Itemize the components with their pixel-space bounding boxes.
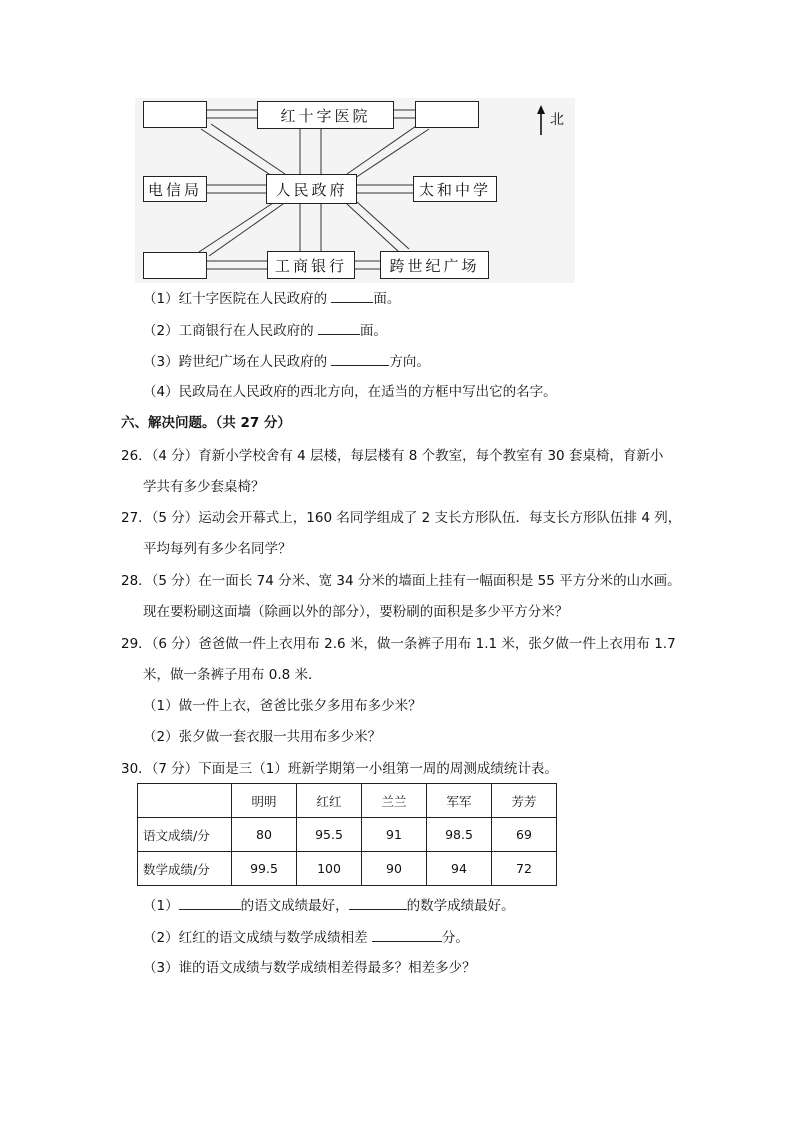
table-cell — [138, 784, 232, 818]
box-telecom-bureau: 电信局 — [143, 176, 207, 202]
row-label-chinese: 语文成绩/分 — [138, 818, 232, 852]
answer-blank[interactable] — [179, 895, 241, 910]
table-header-cell: 芳芳 — [492, 784, 557, 818]
q29-line-1: 29．（6 分）爸爸做一件上衣用布 2.6 米，做一条裤子用布 1.1 米，张夕做一件上衣用布 1.7 — [121, 636, 676, 652]
table-cell: 69 — [492, 818, 557, 852]
q30-line-1: 30．（7 分）下面是三（1）班新学期第一小组第一周的周测成绩统计表。 — [121, 761, 558, 777]
q28-line-1: 28．（5 分）在一面长 74 分米、宽 34 分米的墙面上挂有一幅面积是 55 平方分米的山水画。 — [121, 573, 681, 589]
table-cell: 99.5 — [232, 852, 297, 886]
table-cell: 98.5 — [427, 818, 492, 852]
table-header-cell: 明明 — [232, 784, 297, 818]
table-header-cell: 军军 — [427, 784, 492, 818]
q28-line-2: 现在要粉刷这面墙（除画以外的部分），要粉刷的面积是多少平方分米？ — [143, 604, 569, 620]
q30-sub-3: （3）谁的语文成绩与数学成绩相差得最多？相差多少？ — [143, 960, 476, 976]
table-cell: 72 — [492, 852, 557, 886]
q27-line-2: 平均每列有多少名同学？ — [143, 541, 292, 557]
box-taihe-middle-school: 太和中学 — [413, 176, 497, 202]
answer-blank[interactable] — [372, 927, 442, 942]
box-icbc-bank: 工商银行 — [267, 251, 355, 279]
north-arrow-icon — [536, 105, 546, 135]
section-title: 六、解决问题。（共 27 分） — [121, 415, 291, 431]
answer-blank[interactable] — [349, 895, 407, 910]
table-row — [138, 852, 557, 886]
blank-box-top-left — [143, 101, 207, 128]
answer-blank[interactable] — [331, 351, 389, 366]
box-people-government: 人民政府 — [266, 174, 357, 204]
table-cell: 94 — [427, 852, 492, 886]
q25-item-2: （2）工商银行在人民政府的 面。 — [143, 320, 387, 341]
q26-line-1: 26．（4 分）育新小学校舍有 4 层楼，每层楼有 8 个教室，每个教室有 30 套桌椅，育新小 — [121, 448, 664, 464]
q27-line-1: 27．（5 分）运动会开幕式上，160 名同学组成了 2 支长方形队伍．每支长方形队伍排 4 列， — [121, 510, 682, 526]
table-cell: 95.5 — [297, 818, 362, 852]
q25-item-1: （1）红十字医院在人民政府的 面。 — [143, 288, 400, 309]
q26-line-2: 学共有多少套桌椅？ — [143, 479, 265, 495]
box-century-plaza: 跨世纪广场 — [380, 251, 489, 279]
score-table — [137, 783, 557, 886]
table-row — [138, 818, 557, 852]
table-cell: 90 — [362, 852, 427, 886]
table-header-cell: 红红 — [297, 784, 362, 818]
answer-blank[interactable] — [318, 320, 360, 335]
table-cell: 100 — [297, 852, 362, 886]
blank-box-bottom-left — [143, 252, 207, 279]
row-label-math: 数学成绩/分 — [138, 852, 232, 886]
q25-item-4: （4）民政局在人民政府的西北方向，在适当的方框中写出它的名字。 — [143, 384, 557, 400]
answer-blank[interactable] — [331, 288, 373, 303]
q30-sub-2: （2）红红的语文成绩与数学成绩相差 分。 — [143, 927, 469, 948]
q29-sub-1: （1）做一件上衣，爸爸比张夕多用布多少米？ — [143, 698, 422, 714]
table-header-row — [138, 784, 557, 818]
q29-sub-2: （2）张夕做一套衣服一共用布多少米？ — [143, 729, 382, 745]
q29-line-2: 米，做一条裤子用布 0.8 米． — [143, 667, 322, 683]
location-map — [135, 98, 575, 283]
table-header-cell: 兰兰 — [362, 784, 427, 818]
blank-box-top-right — [415, 101, 479, 128]
north-label: 北 — [550, 112, 564, 128]
box-red-cross-hospital: 红十字医院 — [257, 101, 394, 129]
q25-item-3: （3）跨世纪广场在人民政府的 方向。 — [143, 351, 430, 372]
q30-sub-1: （1） 的语文成绩最好， 的数学成绩最好。 — [143, 895, 515, 916]
table-cell: 80 — [232, 818, 297, 852]
table-cell: 91 — [362, 818, 427, 852]
